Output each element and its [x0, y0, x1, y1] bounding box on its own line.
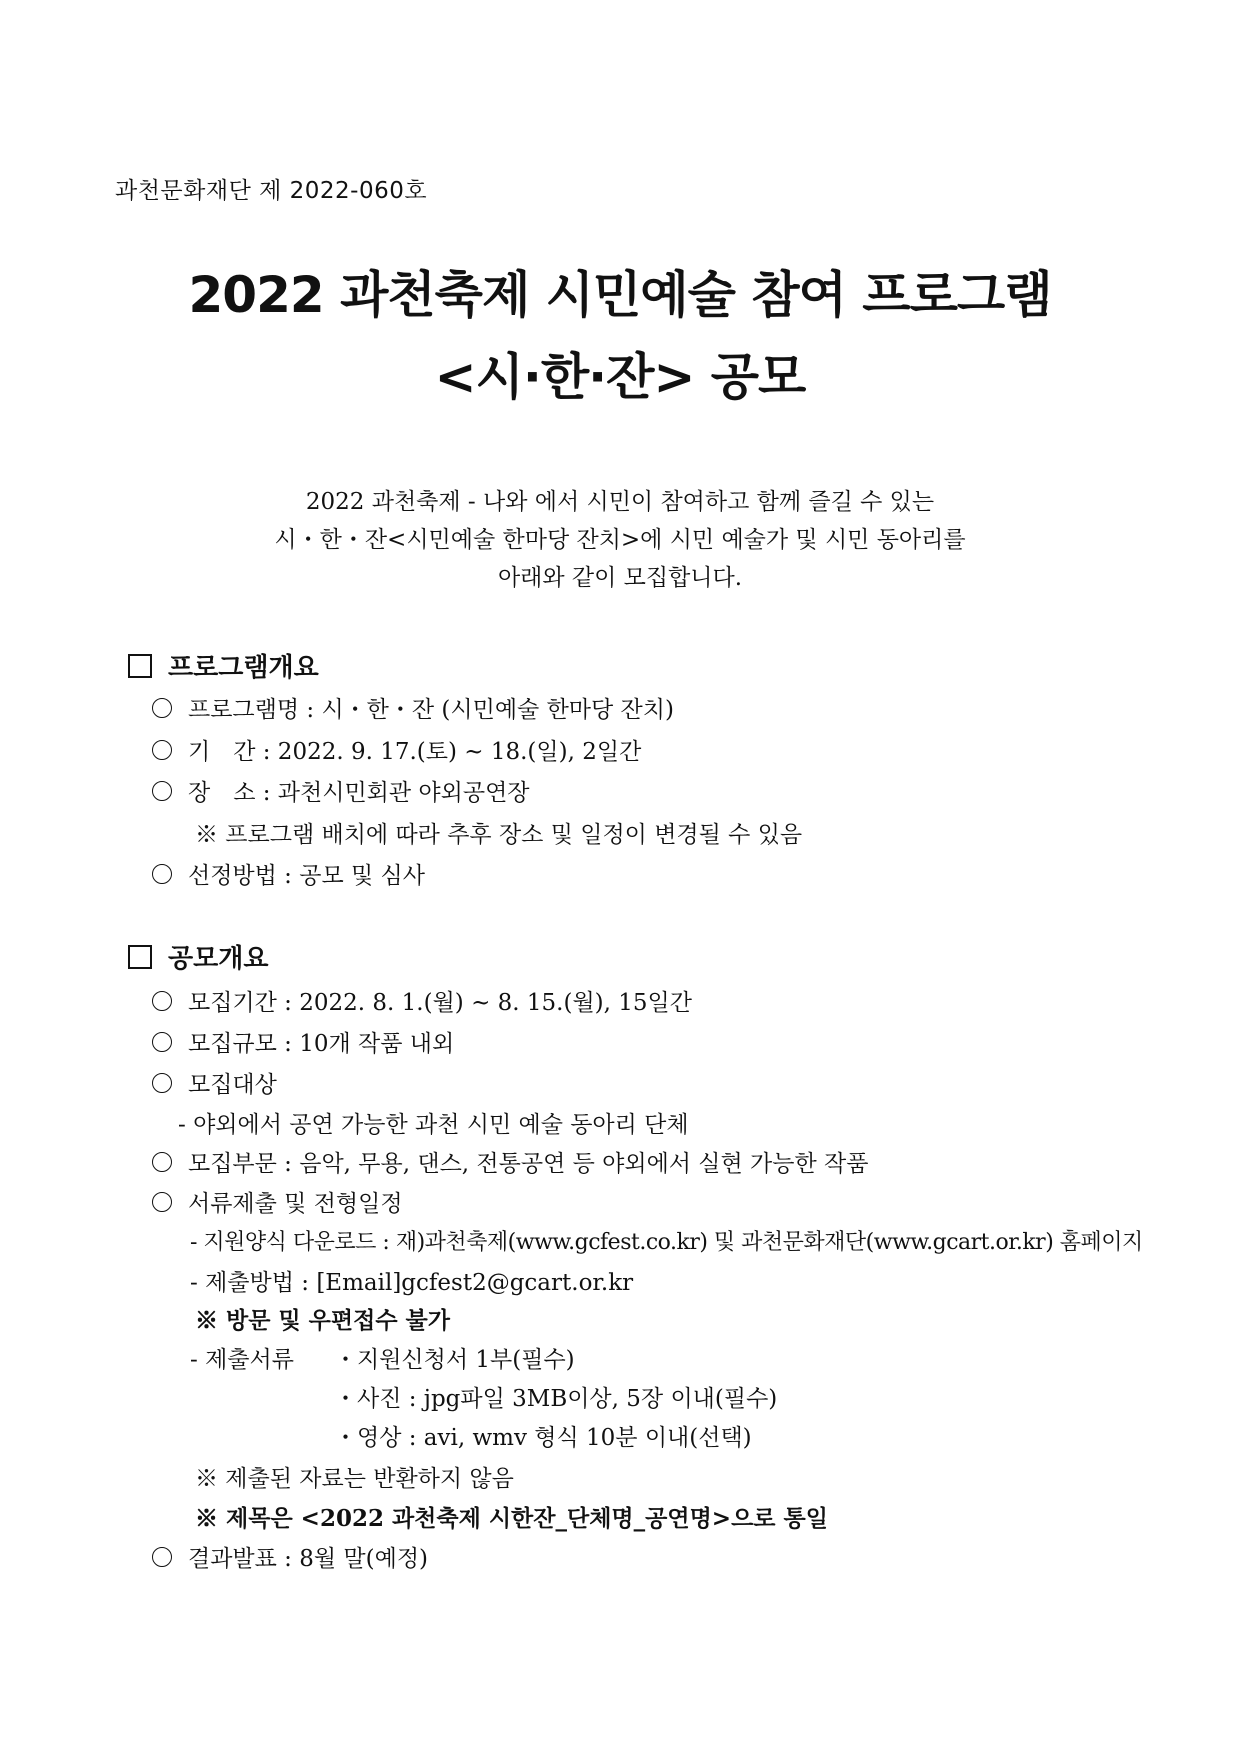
- circle-bullet-icon: [152, 781, 172, 801]
- no-visit-note: ※ 방문 및 우편접수 불가: [195, 1307, 450, 1334]
- circle-bullet-icon: [152, 740, 172, 760]
- docs-item: ・지원신청서 1부(필수): [334, 1347, 575, 1373]
- docs-label: - 제출서류: [190, 1347, 294, 1373]
- title-rule-note: ※ 제목은 <2022 과천축제 시한잔_단체명_공연명>으로 통일: [195, 1505, 828, 1532]
- circle-bullet-icon: [152, 1073, 172, 1093]
- section-heading-label: 공모개요: [168, 944, 269, 974]
- list-item: [152, 774, 530, 807]
- square-checkbox-icon: [128, 945, 152, 969]
- section-heading-label: 프로그램개요: [168, 653, 319, 683]
- item-text: 선정방법 : 공모 및 심사: [188, 863, 425, 889]
- document-number: 과천문화재단 제 2022-060호: [115, 178, 428, 204]
- page-title: 2022 과천축제 시민예술 참여 프로그램: [188, 266, 1052, 324]
- target-detail: - 야외에서 공연 가능한 과천 시민 예술 동아리 단체: [178, 1112, 689, 1138]
- circle-bullet-icon: [152, 991, 172, 1011]
- list-item: [152, 733, 641, 766]
- list-item: [152, 1025, 454, 1058]
- item-text: 모집규모 : 10개 작품 내외: [188, 1031, 455, 1057]
- item-text: 모집부문 : 음악, 무용, 댄스, 전통공연 등 야외에서 실현 가능한 작품: [188, 1151, 869, 1177]
- circle-bullet-icon: [152, 864, 172, 884]
- item-text: 모집기간 : 2022. 8. 1.(월) ~ 8. 15.(월), 15일간: [188, 990, 692, 1016]
- list-item: [152, 1540, 428, 1573]
- list-item: [152, 857, 425, 890]
- circle-bullet-icon: [152, 1192, 172, 1212]
- page-subtitle: <시·한·잔> 공모: [434, 348, 806, 406]
- intro-line-2: 시・한・잔<시민예술 한마당 잔치>에 시민 예술가 및 시민 동아리를: [274, 527, 966, 553]
- circle-bullet-icon: [152, 1152, 172, 1172]
- circle-bullet-icon: [152, 1032, 172, 1052]
- item-text: 결과발표 : 8월 말(예정): [188, 1546, 429, 1572]
- intro-line-3: 아래와 같이 모집합니다.: [497, 565, 743, 591]
- no-return-note: ※ 제출된 자료는 반환하지 않음: [195, 1466, 514, 1492]
- list-item: [152, 691, 674, 724]
- intro-line-1: 2022 과천축제 - 나와 에서 시민이 참여하고 함께 즐길 수 있는: [305, 489, 935, 515]
- note-schedule-change: ※ 프로그램 배치에 따라 추후 장소 및 일정이 변경될 수 있음: [195, 822, 803, 848]
- list-item: [152, 1185, 403, 1218]
- square-checkbox-icon: [128, 654, 152, 678]
- circle-bullet-icon: [152, 1547, 172, 1567]
- circle-bullet-icon: [152, 698, 172, 718]
- section-heading-program: [128, 647, 319, 684]
- download-info: - 지원양식 다운로드 : 재)과천축제(www.gcfest.co.kr) 및 과천문화재단(www.gcart.or.kr) 홈페이지: [190, 1230, 1143, 1255]
- section-heading-contest: [128, 938, 268, 975]
- item-text: 모집대상: [188, 1072, 277, 1098]
- item-text: 프로그램명 : 시・한・잔 (시민예술 한마당 잔치): [188, 697, 674, 723]
- item-text: 서류제출 및 전형일정: [188, 1191, 403, 1217]
- item-text: 장 소 : 과천시민회관 야외공연장: [188, 780, 530, 806]
- list-item: [152, 1066, 277, 1099]
- docs-item: ・영상 : avi, wmv 형식 10분 이내(선택): [334, 1425, 752, 1451]
- submit-method: - 제출방법 : [Email]gcfest2@gcart.or.kr: [190, 1270, 634, 1296]
- item-text: 기 간 : 2022. 9. 17.(토) ~ 18.(일), 2일간: [188, 739, 642, 765]
- docs-item: ・사진 : jpg파일 3MB이상, 5장 이내(필수): [334, 1386, 778, 1412]
- list-item: [152, 1145, 868, 1178]
- list-item: [152, 984, 692, 1017]
